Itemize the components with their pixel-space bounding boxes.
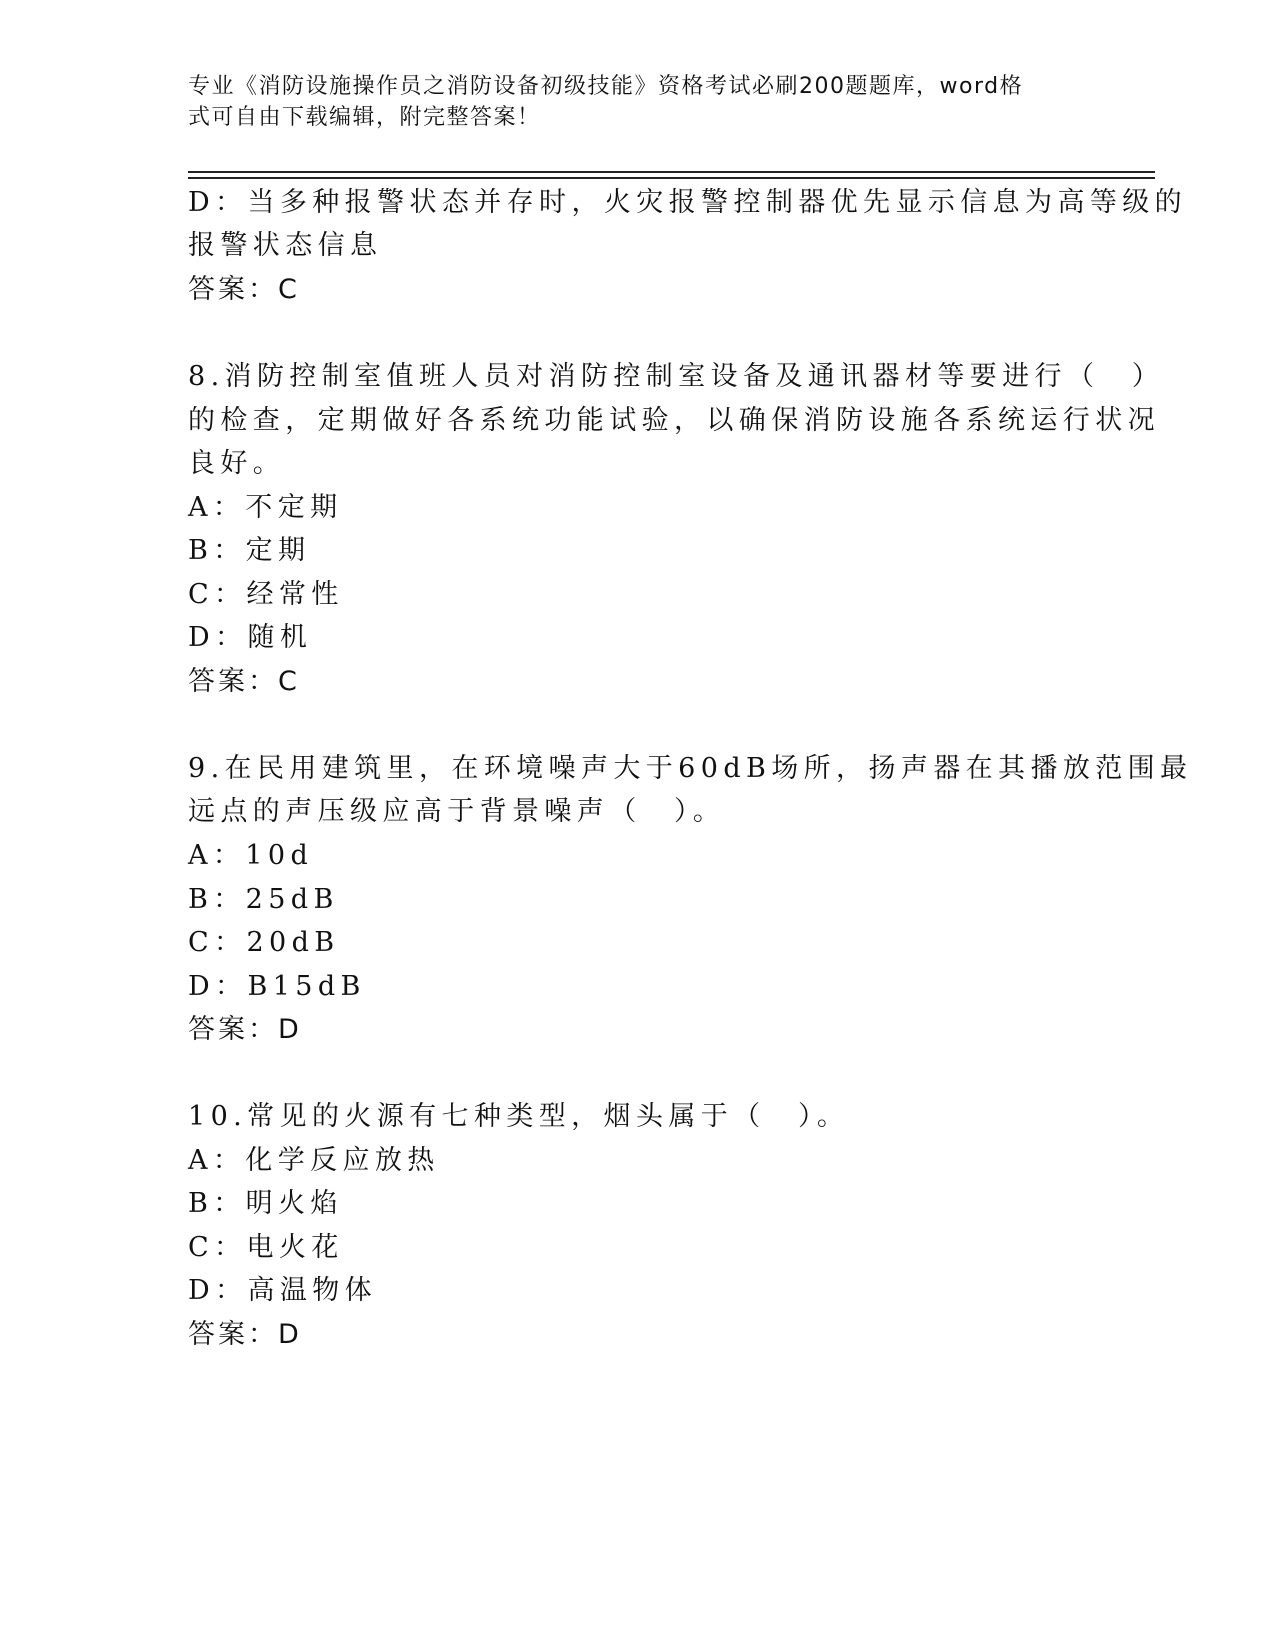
question-9-line-2: 远点的声压级应高于背景噪声（ ）。	[188, 796, 726, 827]
question-10-option-a: A：化学反应放热	[188, 1145, 440, 1176]
question-10-line-1: 10.常见的火源有七种类型，烟头属于（ ）。	[188, 1101, 850, 1132]
question-9-option-d: D：B15dB	[188, 971, 366, 1002]
question-9-answer: 答案：D	[188, 1014, 302, 1045]
question-8-line-2: 的检查，定期做好各系统功能试验，以确保消防设施各系统运行状况	[188, 405, 1160, 436]
question-8-option-a: A：不定期	[188, 492, 343, 523]
header-title-line-2: 式可自由下载编辑，附完整答案！	[188, 105, 541, 130]
header-rule-bottom	[188, 177, 1155, 179]
question-10-option-c: C：电火花	[188, 1232, 344, 1263]
question-9-option-a: A：10d	[188, 840, 314, 871]
question-10-option-b: B：明火焰	[188, 1188, 343, 1219]
header-title-line-1: 专业《消防设施操作员之消防设备初级技能》资格考试必刷200题题库，word格	[188, 74, 1024, 99]
question-9-option-b: B：25dB	[188, 884, 339, 915]
question-8-option-b: B：定期	[188, 535, 311, 566]
prev-option-d-line-1: D：当多种报警状态并存时，火灾报警控制器优先显示信息为高等级的	[188, 187, 1188, 218]
question-9-line-1: 9.在民用建筑里，在环境噪声大于60dB场所，扬声器在其播放范围最	[188, 753, 1193, 784]
question-8-option-c: C：经常性	[188, 579, 344, 610]
question-8-answer: 答案：C	[188, 666, 300, 697]
question-8-line-1: 8.消防控制室值班人员对消防控制室设备及通讯器材等要进行（ ）	[188, 361, 1165, 392]
prev-option-d-line-2: 报警状态信息	[188, 230, 383, 261]
prev-answer: 答案：C	[188, 274, 300, 305]
question-8-line-3: 良好。	[188, 448, 286, 479]
question-10-answer: 答案：D	[188, 1319, 302, 1350]
question-9-option-c: C：20dB	[188, 927, 340, 958]
question-10-option-d: D：高温物体	[188, 1275, 378, 1306]
header-rule-top	[188, 171, 1155, 173]
question-8-option-d: D：随机	[188, 622, 313, 653]
